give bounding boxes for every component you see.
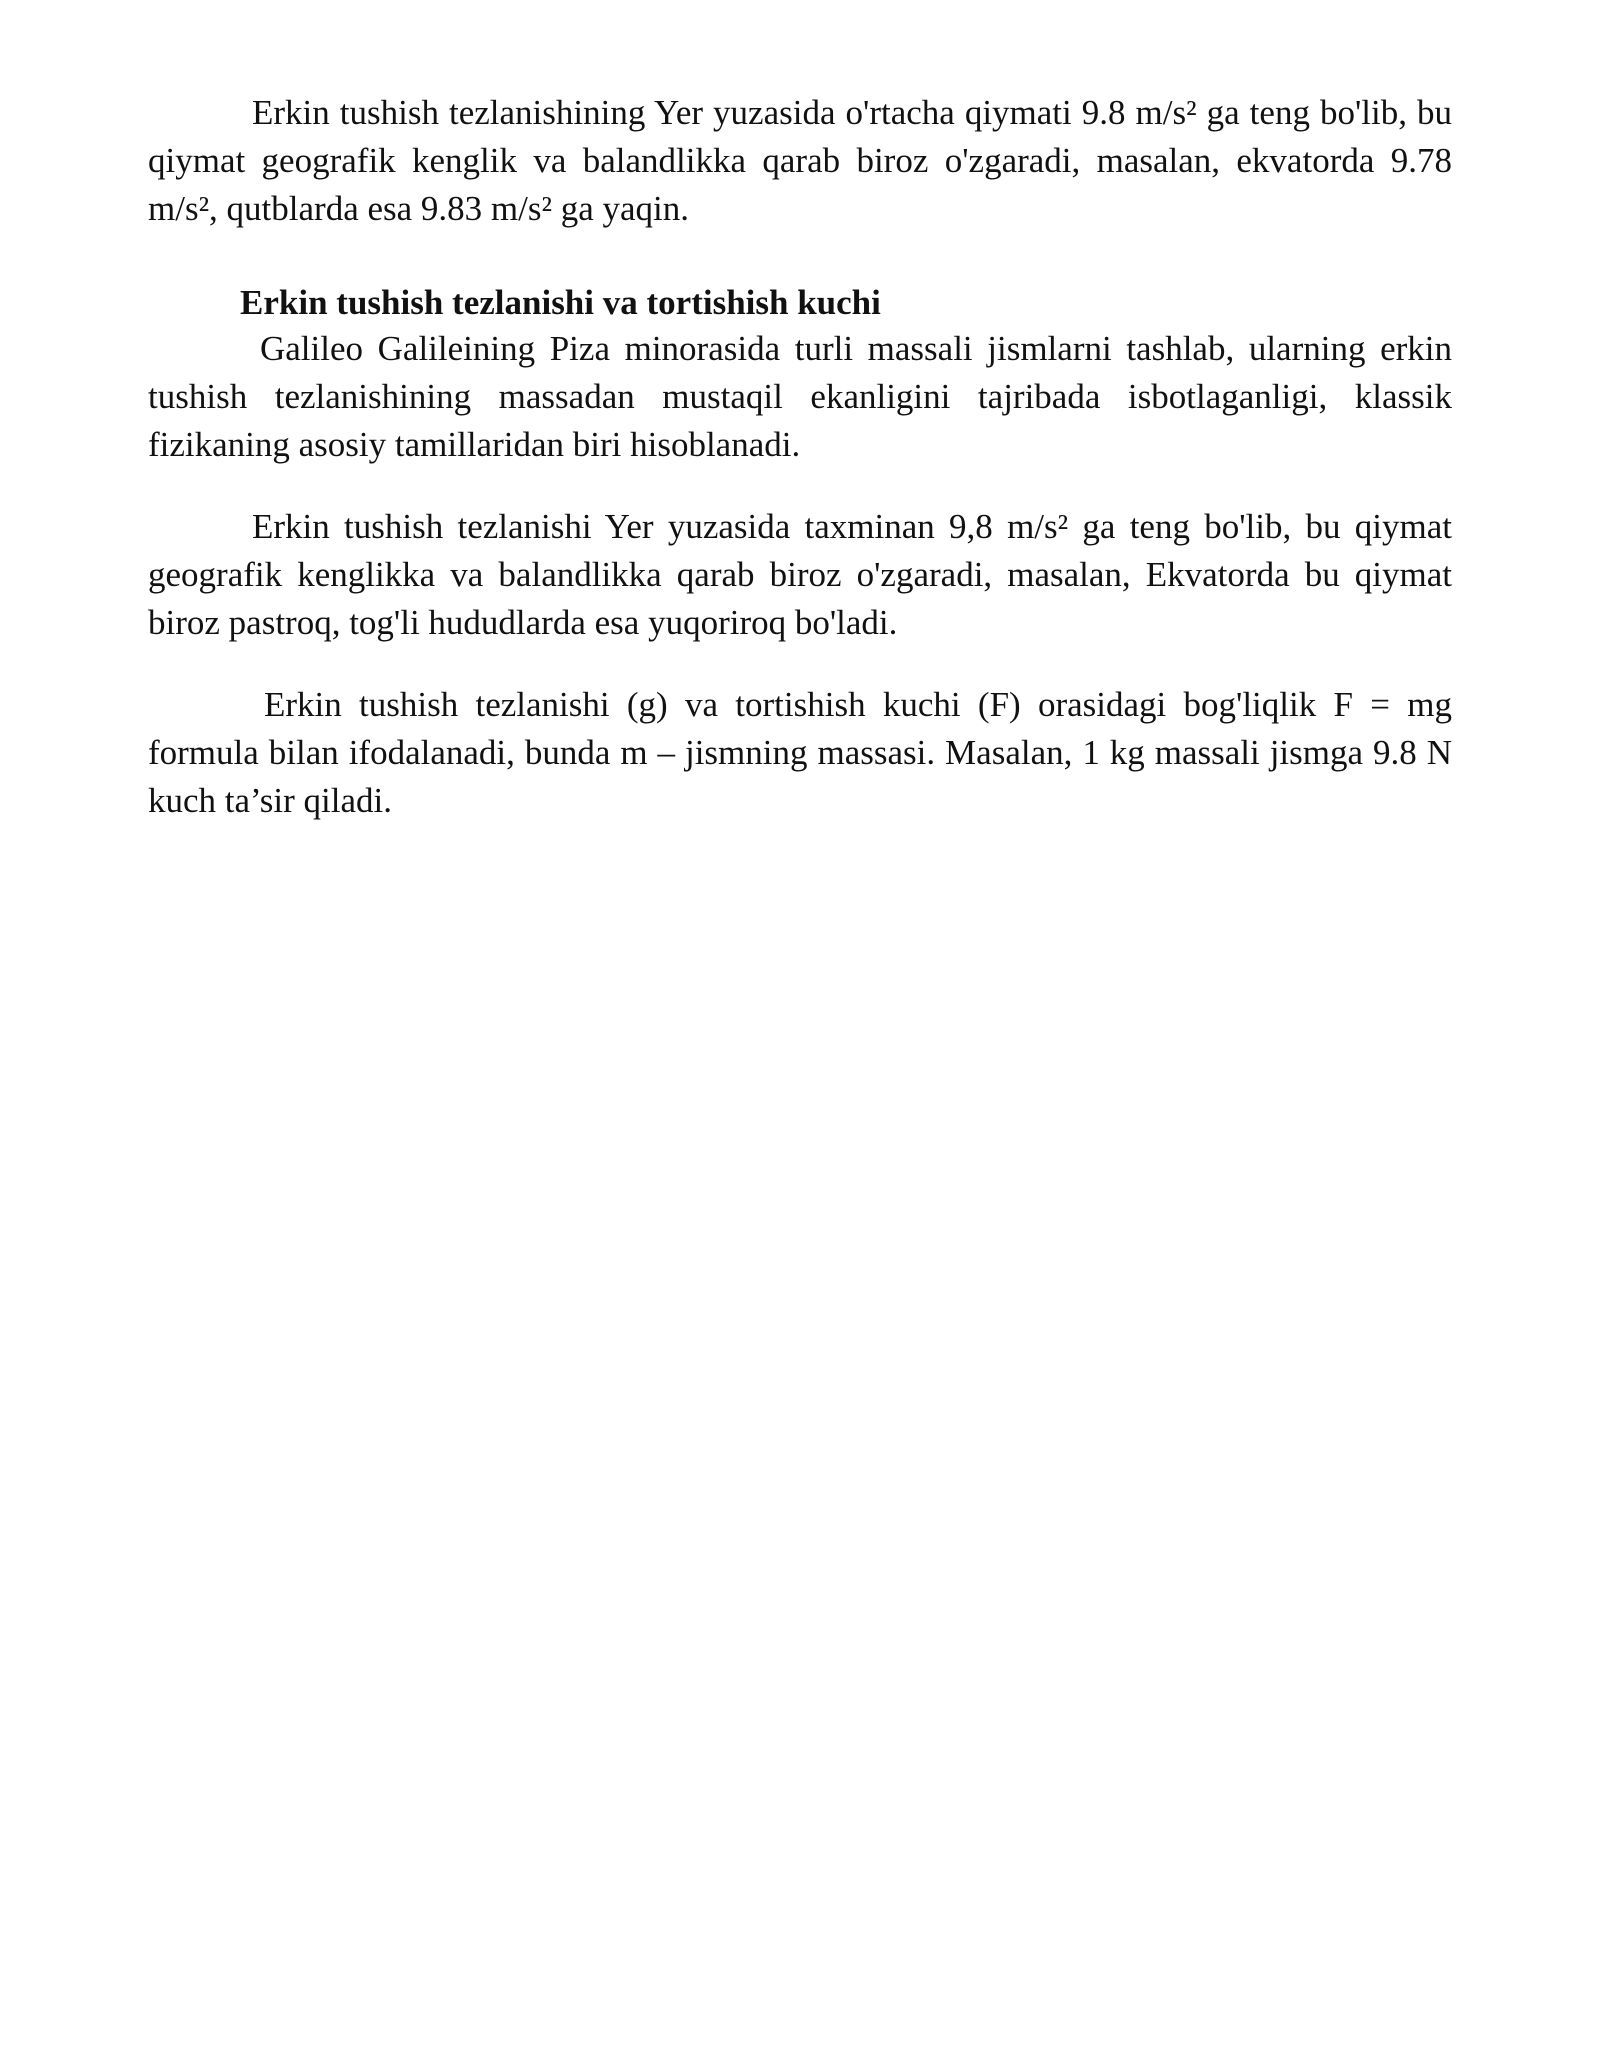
paragraph-gravity-variation: Erkin tushish tezlanishi Yer yuzasida taxminan 9,8 m/s² ga teng bo'lib, bu qiymat geografik kenglikka va balandlikka qarab biroz o'zgaradi, masalan, Ekvatorda bu qiymat biroz pastroq, tog'li hududlarda esa yuqoriroq bo'ladi. [148, 507, 1452, 642]
paragraph-galileo: Galileo Galileining Piza minorasida turli massali jismlarni tashlab, ularning erkin tushish tezlanishining massadan mustaqil ekanligini tajribada isbotlaganligi, klassik fizikaning asosiy tamillaridan biri hisoblanadi. [148, 329, 1452, 464]
section-heading: Erkin tushish tezlanishi va tortishish kuchi [240, 283, 881, 322]
paragraph-gravity-average: Erkin tushish tezlanishining Yer yuzasida o'rtacha qiymati 9.8 m/s² ga teng bo'lib, bu qiymat geografik kenglik va balandlikka qarab biroz o'zgaradi, masalan, ekvatorda 9.78 m/s², qutblarda esa 9.83 m/s² ga yaqin. [148, 93, 1452, 228]
paragraph-force-formula: Erkin tushish tezlanishi (g) va tortishish kuchi (F) orasidagi bog'liqlik F = mg formula bilan ifodalanadi, bunda m – jismning massasi. Masalan, 1 kg massali jismga 9.8 N kuch ta’sir qiladi. [148, 685, 1452, 820]
